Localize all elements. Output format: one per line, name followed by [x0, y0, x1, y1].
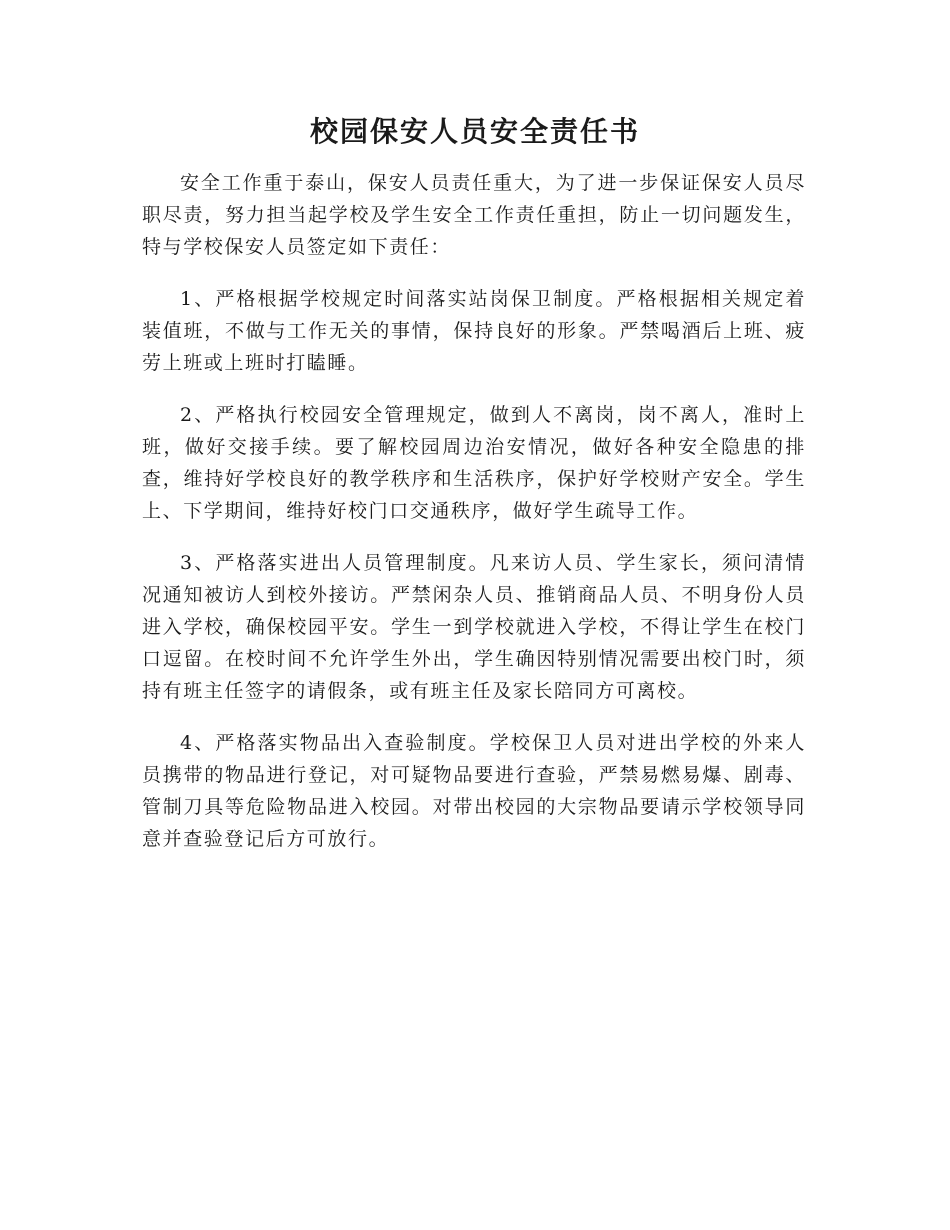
intro-paragraph: 安全工作重于泰山，保安人员责任重大，为了进一步保证保安人员尽职尽责，努力担当起学校及学生安全工作责任重担，防止一切问题发生，特与学校保安人员签定如下责任： [142, 172, 806, 258]
clause-1-paragraph: 1、严格根据学校规定时间落实站岗保卫制度。严格根据相关规定着装值班，不做与工作无关的事情，保持良好的形象。严禁喝酒后上班、疲劳上班或上班时打瞌睡。 [142, 288, 806, 374]
document-title: 校园保安人员安全责任书 [309, 115, 640, 148]
clause-2-paragraph: 2、严格执行校园安全管理规定，做到人不离岗，岗不离人，准时上班，做好交接手续。要了解校园周边治安情况，做好各种安全隐患的排查，维持好学校良好的教学秩序和生活秩序，保护好学校财产安全。学生上、下学期间，维持好校门口交通秩序，做好学生疏导工作。 [142, 404, 806, 522]
clause-4-paragraph: 4、严格落实物品出入查验制度。学校保卫人员对进出学校的外来人员携带的物品进行登记，对可疑物品要进行查验，严禁易燃易爆、剧毒、管制刀具等危险物品进入校园。对带出校园的大宗物品要请示学校领导同意并查验登记后方可放行。 [142, 732, 806, 850]
clause-3-paragraph: 3、严格落实进出人员管理制度。凡来访人员、学生家长，须问清情况通知被访人到校外接访。严禁闲杂人员、推销商品人员、不明身份人员进入学校，确保校园平安。学生一到学校就进入学校，不得让学生在校门口逗留。在校时间不允许学生外出，学生确因特别情况需要出校门时，须持有班主任签字的请假条，或有班主任及家长陪同方可离校。 [142, 552, 806, 702]
document-body [142, 167, 806, 875]
